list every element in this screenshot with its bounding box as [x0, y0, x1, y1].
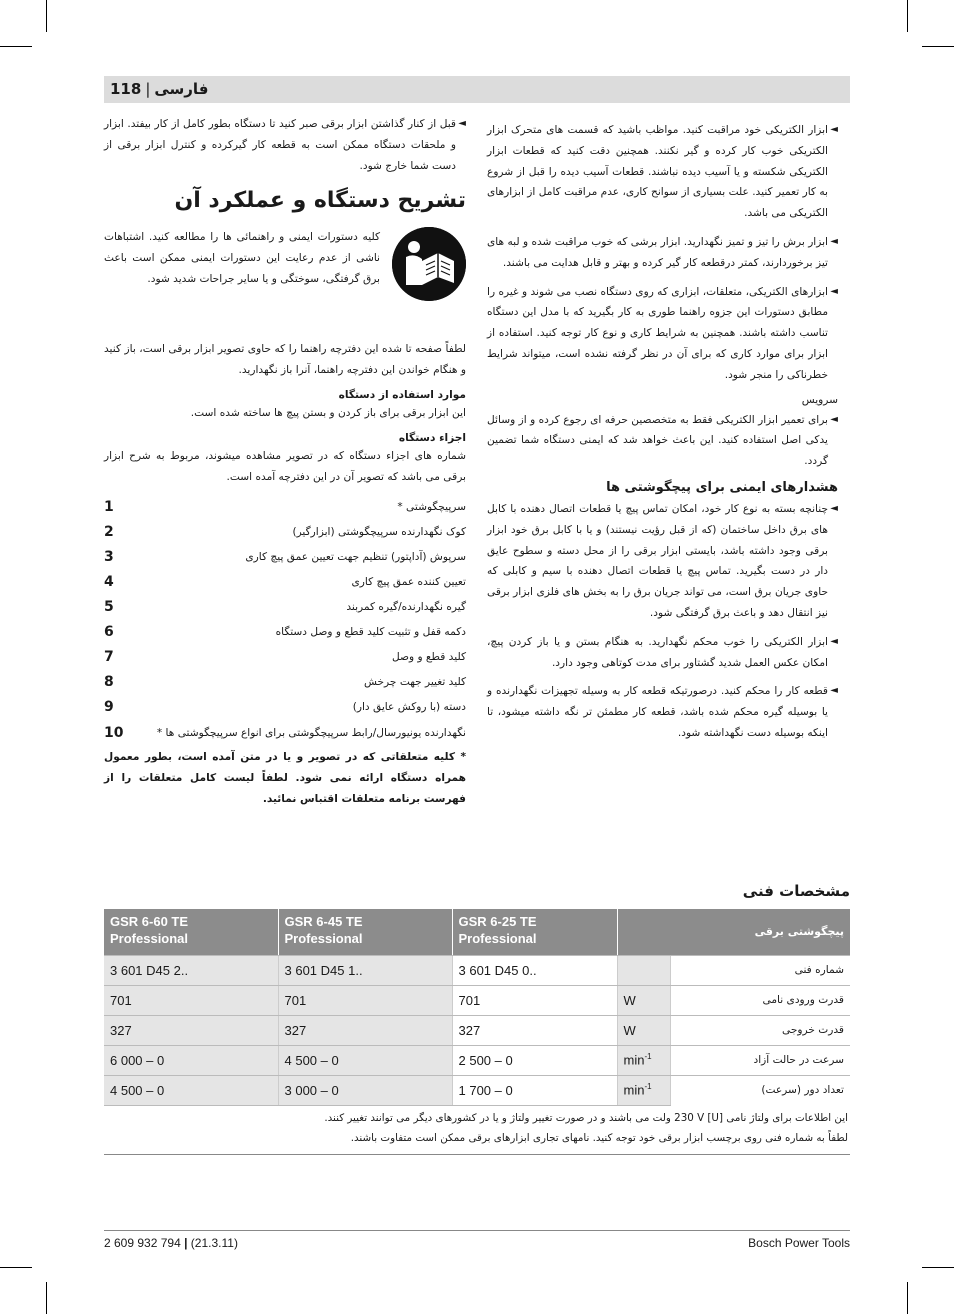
safety-paragraph: ◄ قبل از کنار گذاشتن ابزار برقی صبر کنید تا دستگاه بطور کامل از کار بیفتد. ابزار و ملحقات دستگاه ممکن است به قطعه کار گیرکرده و کنترل ابزار برقی از دست شما خارج شود.: [104, 114, 466, 176]
list-item: 5 گیره نگهدارنده/گیره کمربند: [104, 599, 466, 616]
fold-page-paragraph: لطفاً صفحه تا شده این دفترچه راهنما را که حاوی تصویر ابزار برقی است، باز کنید و هنگام خواندن این دفترچه راهنما، آنرا باز نگهدارید.: [104, 343, 466, 377]
crop-mark: [922, 1267, 954, 1268]
header-bar: [104, 76, 850, 103]
service-paragraph: ◄ برای تعمیر ابزار الکتریکی فقط به متخصصین حرفه ای رجوع کرده و از وسائل یدکی اصل استفاده کنید. این باعث خواهد شد که ایمنی دستگاه شما تضمین گردد.: [487, 410, 838, 472]
safety-paragraph: ◄ ابزارهای الکتریکی، متعلقات، ابزاری که روی دستگاه نصب می شوند و غیره را مطابق دستورات این جزوه راهنما طوری به کار بگیرید که با مدل این دستگاه تناسب داشته باشند. همچنین به شرایط کاری و نوع کار توجه کنید. استفاده از ابزار برای موارد کاری که برای آن در نظر گرفته نشده است، میتواند شرایط خطرناکی را منجر شود.: [487, 282, 838, 386]
parts-intro: شماره های اجزاء دستگاه که در تصویر مشاهده میشوند، مربوط به شرح ابزار برقی می باشد که تصویر آن در این دفترچه آمده است.: [104, 449, 466, 483]
parts-list: [104, 495, 466, 743]
table-row: 701 701 701 W قدرت ورودی نامی: [104, 985, 850, 1015]
trade-name-note: لطفاً به شماره فنی روی برچسب ابزار برقی خود توجه کنید. نامهای تجاری ابزارهای برقی ممکن است متفاوت باشند.: [350, 1132, 848, 1144]
bullet-arrow-icon: ◄: [830, 685, 838, 697]
model-header: GSR 6-25 TE Professional: [452, 909, 617, 955]
section-title: تشریح دستگاه و عملکرد آن: [174, 188, 466, 214]
crop-mark: [0, 46, 32, 47]
bullet-arrow-icon: ◄: [830, 124, 838, 135]
list-item: 3 سرپوش (آداپتور) تنظیم جهت تعیین عمق پیچ کاری: [104, 549, 466, 566]
model-header: GSR 6-45 TE Professional: [278, 909, 452, 955]
voltage-note: این اطلاعات برای ولتاژ نامی [U] 230 V ولت می باشند و در صورت تغییر ولتاژ و یا در کشورهای دیگر می توانند تغییر کنند.: [324, 1112, 848, 1124]
read-manual-block: [104, 227, 466, 339]
crop-mark: [922, 46, 954, 47]
list-item: 2 کوک نگهدارنده سرپیچگوشتی (ابزارگیر): [104, 524, 466, 541]
usage-heading: موارد استفاده از دستگاه: [338, 388, 466, 401]
table-row: 4 500 – 0 3 000 – 0 1 700 – 0 $\min^{-1}$ تعداد دور (سرعت): [104, 1075, 850, 1105]
accessories-footnote: * کلیه متعلقاتی که در تصویر و یا در متن آمده است، بطور معمول همراه دستگاه ارائه نمی شود. لطفاً لیست کامل متعلقات را از فهرست برنامه متعلقات اقتباس نمائید.: [104, 751, 466, 805]
bullet-arrow-icon: ◄: [830, 413, 838, 425]
doc-number: 2 609 932 794: [104, 1236, 181, 1250]
read-manual-icon: [392, 227, 466, 301]
model-header: GSR 6-60 TE Professional: [104, 909, 278, 955]
table-row: 327 327 327 W قدرت خروجی: [104, 1015, 850, 1045]
parts-heading: اجزاء دستگاه: [398, 431, 466, 444]
screwdriver-safety-paragraph: ◄ ابزار الکتریکی را خوب محکم نگهدارید. به هنگام بستن و یا باز کردن پیچ، امکان عکس العمل شدید گشتاور برای مدت کوتاهی وجود دارد.: [487, 632, 838, 674]
divider: [104, 1230, 850, 1231]
divider: [104, 1154, 850, 1155]
page-number: 118: [110, 80, 142, 98]
usage-paragraph: این ابزار برقی برای باز کردن و بستن پیچ ها ساخته شده است.: [190, 406, 466, 419]
product-header: پیچگوشتی برقی: [617, 909, 850, 955]
list-item: 6 دکمه قفل و تثبیت کلید قطع و وصل دستگاه: [104, 624, 466, 641]
language-label: فارسی: [154, 80, 209, 98]
right-column: [487, 120, 838, 752]
crop-mark: [907, 0, 908, 32]
list-item: 1 سرپیچگوشتی *: [104, 499, 466, 516]
left-column: [104, 114, 466, 810]
footer-doc-info: 2 609 932 794 | (21.3.11): [104, 1236, 238, 1250]
footer-brand: Bosch Power Tools: [748, 1236, 850, 1250]
list-item: 7 کلید قطع و وصل: [104, 649, 466, 666]
spec-notes: [104, 1108, 848, 1148]
doc-date: (21.3.11): [190, 1236, 238, 1250]
spec-table: [104, 909, 850, 1106]
table-header-row: [104, 909, 850, 955]
table-row: 6 000 – 0 4 500 – 0 2 500 – 0 $\min^{-1}$ سرعت در حالت آزاد: [104, 1045, 850, 1075]
bullet-arrow-icon: ◄: [458, 118, 466, 129]
screwdriver-safety-paragraph: ◄ قطعه کار را محکم کنید. درصورتیکه قطعه کار به وسیله تجهیزات نگهدارنده و یا بوسیله گیره محکم شده باشد، قطعه کار مطمئن تر نگه داشته میشود، تا اینکه بوسیله دست نگهداشته شود.: [487, 681, 838, 743]
bullet-arrow-icon: ◄: [830, 285, 838, 297]
crop-mark: [907, 1282, 908, 1314]
page-header: 118 | فارسی: [110, 80, 209, 98]
bullet-arrow-icon: ◄: [830, 635, 838, 647]
list-item: 4 تعیین کننده عمق پیچ کاری: [104, 574, 466, 591]
list-item: 10 نگهدارنده یونیورسال/رابط سرپیچگوشتی برای انواع سرپیچگوشتی ها *: [104, 725, 466, 742]
list-item: 9 دسته (با روکش عایق دار): [104, 699, 466, 716]
crop-mark: [0, 1267, 32, 1268]
crop-mark: [46, 0, 47, 32]
bullet-arrow-icon: ◄: [830, 235, 838, 247]
table-row: 3 601 D45 2.. 3 601 D45 1.. 3 601 D45 0.. شماره فنی: [104, 955, 850, 985]
safety-paragraph: ◄ ابزار الکتریکی خود مراقبت کنید. مواظب باشید که قسمت های متحرک ابزار الکتریکی خوب کار کرده و گیر نکنند. همچنین دقت کنید که قطعات ابزار الکتریکی شکسته و یا آسیب دیده نباشند. قطعات آسیب دیده را قبل از شروع به کار تعمیر کنید. علت بسیاری از سوانح کاری، عدم مراقبت کامل از ابزارهای الکتریکی می باشد.: [487, 120, 838, 224]
service-heading: سرویس: [801, 393, 838, 406]
read-manual-text: کلیه دستورات ایمنی و راهنمائی ها را مطالعه کنید. اشتباهات ناشی از عدم رعایت این دستورات ایمنی ممکن است باعث برق گرفتگی، سوختگی و یا سایر جراحات شدید شود.: [104, 231, 380, 285]
list-item: 8 کلید تغییر جهت چرخش: [104, 674, 466, 691]
crop-mark: [46, 1282, 47, 1314]
safety-paragraph: ◄ ابزار برش را تیز و تمیز نگهدارید. ابزار برشی که خوب مراقبت شده و لبه های تیز برخوردارند، کمتر درقطعه کار گیر کرده و بهتر و قابل هدایت می باشند.: [487, 232, 838, 274]
screwdriver-safety-heading: هشدارهای ایمنی برای پیچگوشتی ها: [606, 479, 838, 495]
bullet-arrow-icon: ◄: [830, 502, 838, 514]
screwdriver-safety-paragraph: ◄ چنانچه بسته به نوع کار خود، امکان تماس پیچ یا قطعات اتصال دهنده با کابل های برق داخل ساختمان (که از قبل رؤیت نیستند) و یا با کابل برق خود ابزار برقی وجود داشته باشد، بایستی ابزار برقی را از محل دسته و سطوح عایق دار در دست بگیرید. تماس پیچ یا قطعات اتصال دهنده با سیم و کابلی که حاوی جریان برق است، می تواند جریان برق را به بخش های فلزی ابزار برقی نیز انتقال دهد و باعث برق گرفتگی شود.: [487, 499, 838, 624]
spec-title: مشخصات فنی: [742, 882, 850, 900]
